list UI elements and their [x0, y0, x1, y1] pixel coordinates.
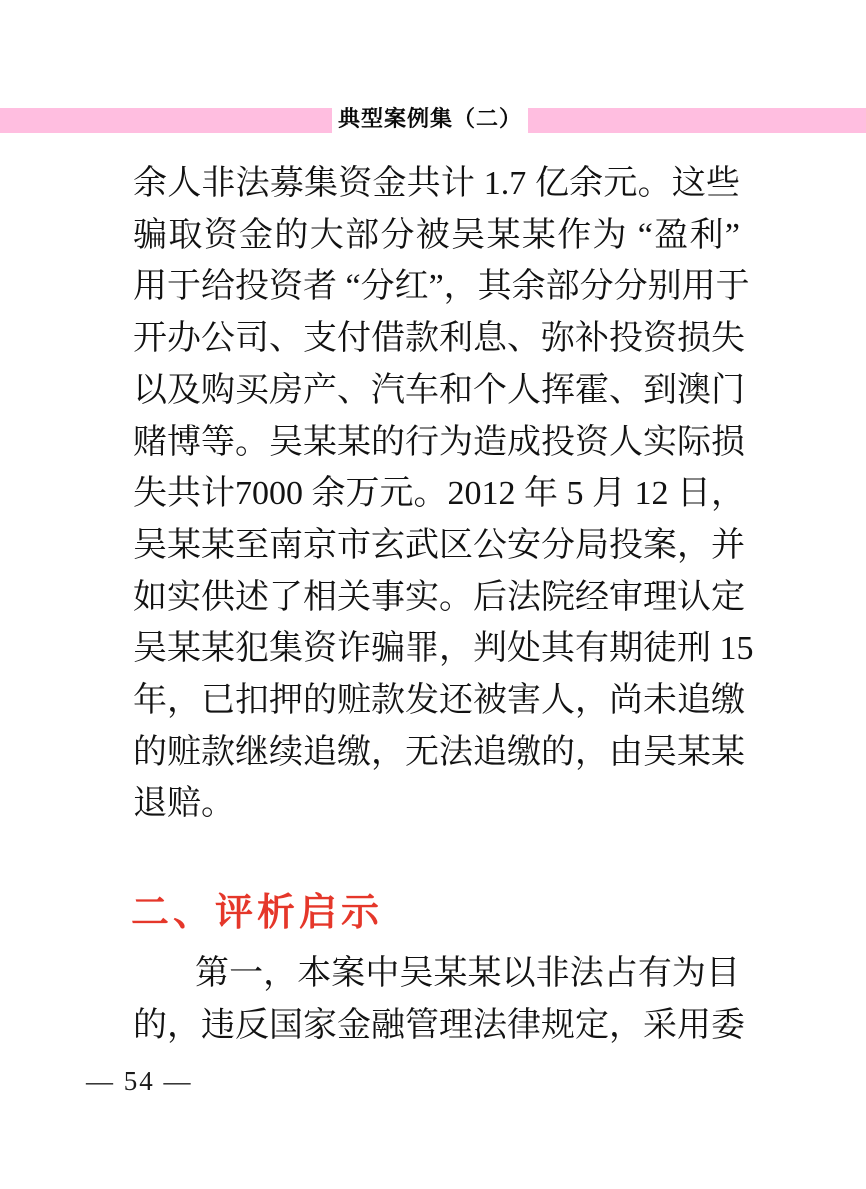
paragraph-1: [133, 158, 754, 830]
text-line: 如实供述了相关事实。后法院经审理认定: [133, 578, 745, 616]
section-heading: 二、评析启示: [131, 892, 384, 934]
text-line: 的赃款继续追缴，无法追缴的，由吴某某: [133, 733, 745, 771]
text-line: 骗取资金的大部分被吴某某作为 “盈利”: [133, 216, 740, 254]
header-band-right: [528, 108, 866, 133]
text-line: 的，违反国家金融管理法律规定，采用委: [133, 1006, 745, 1044]
text-line: 吴某某犯集资诈骗罪，判处其有期徒刑 15: [133, 630, 754, 668]
text-line: 退赔。: [133, 785, 235, 823]
text-line: 用于给投资者 “分红”，其余部分分别用于: [133, 268, 750, 306]
text-line: 失共计7000 余万元。2012 年 5 月 12 日，: [133, 475, 745, 513]
running-head-title: 典型案例集（二）: [337, 106, 522, 131]
header-band-left: [0, 108, 332, 133]
text-line: 余人非法募集资金共计 1.7 亿余元。这些: [133, 165, 740, 202]
page-number: — 54 —: [86, 1066, 193, 1096]
paragraph-2: [133, 948, 745, 1051]
text-line: 第一，本案中吴某某以非法占有为目: [195, 955, 740, 992]
text-line: 赌博等。吴某某的行为造成投资人实际损: [133, 423, 745, 461]
text-line: 年，已扣押的赃款发还被害人，尚未追缴: [133, 682, 745, 720]
text-line: 以及购买房产、汽车和个人挥霍、到澳门: [133, 371, 745, 409]
text-line: 开办公司、支付借款利息、弥补投资损失: [133, 320, 745, 358]
text-line: 吴某某至南京市玄武区公安分局投案，并: [133, 526, 745, 564]
